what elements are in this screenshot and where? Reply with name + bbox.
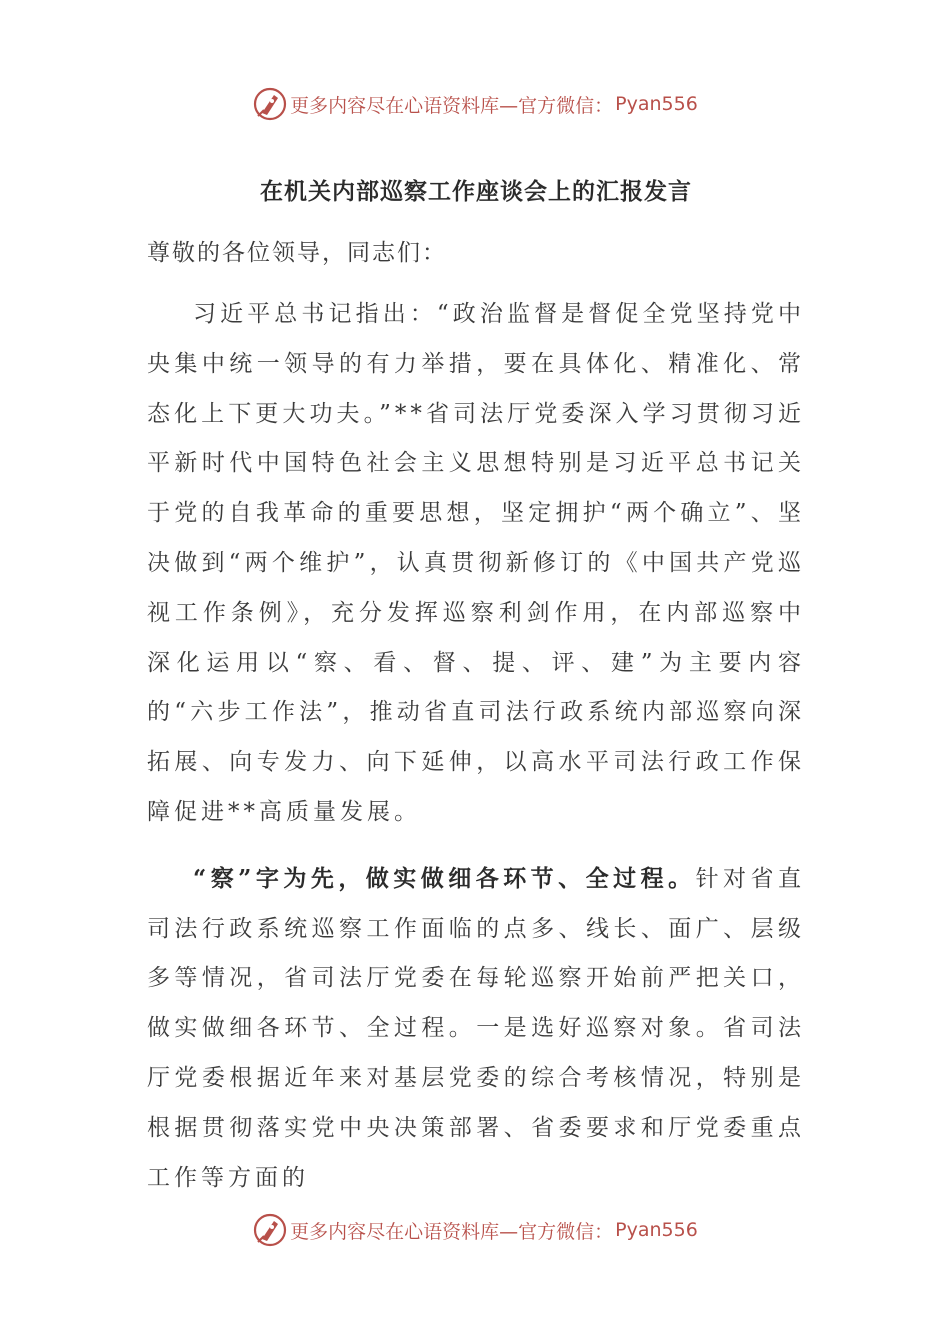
paragraph-2-body: 针对省直司法行政系统巡察工作面临的点多、线长、面广、层级多等情况，省司法厅党委在每轮巡察开始前严把关口，做实做细各环节、全过程。一是选好巡察对象。省司法厅党委根据近年来对基层党委的综合考核情况，特别是根据贯彻落实党中央决策部署、省委要求和厅党委重点工作等方面的 bbox=[147, 865, 805, 1191]
wechat-id: Pyan556 bbox=[615, 93, 698, 115]
pen-nib-logo-icon bbox=[252, 86, 288, 122]
greeting: 尊敬的各位领导，同志们： bbox=[147, 240, 447, 266]
banner-text: 更多内容尽在心语资料库—官方微信： bbox=[290, 1220, 614, 1243]
header-banner bbox=[0, 84, 950, 124]
footer-banner bbox=[0, 1210, 950, 1250]
paragraph-2-lead: “察”字为先，做实做细各环节、全过程。 bbox=[193, 864, 696, 892]
paragraph-2 bbox=[147, 854, 805, 1204]
banner-text: 更多内容尽在心语资料库—官方微信： bbox=[290, 94, 614, 117]
paragraph-1: 习近平总书记指出：“政治监督是督促全党坚持党中央集中统一领导的有力举措，要在具体化、精准化、常态化上下更大功夫。”**省司法厅党委深入学习贯彻习近平新时代中国特色社会主义思想特别是习近平总书记关于党的自我革命的重要思想，坚定拥护“两个确立”、坚决做到“两个维护”，认真贯彻新修订的《中国共产党巡视工作条例》，充分发挥巡察利剑作用，在内部巡察中深化运用以“察、看、督、提、评、建”为主要内容的“六步工作法”，推动省直司法行政系统内部巡察向深拓展、向专发力、向下延伸，以高水平司法行政工作保障促进**高质量发展。 bbox=[147, 301, 805, 825]
document-body bbox=[147, 170, 805, 1215]
wechat-id: Pyan556 bbox=[615, 1219, 698, 1241]
pen-nib-logo-icon bbox=[252, 1212, 288, 1248]
document-title: 在机关内部巡察工作座谈会上的汇报发言 bbox=[260, 178, 692, 205]
